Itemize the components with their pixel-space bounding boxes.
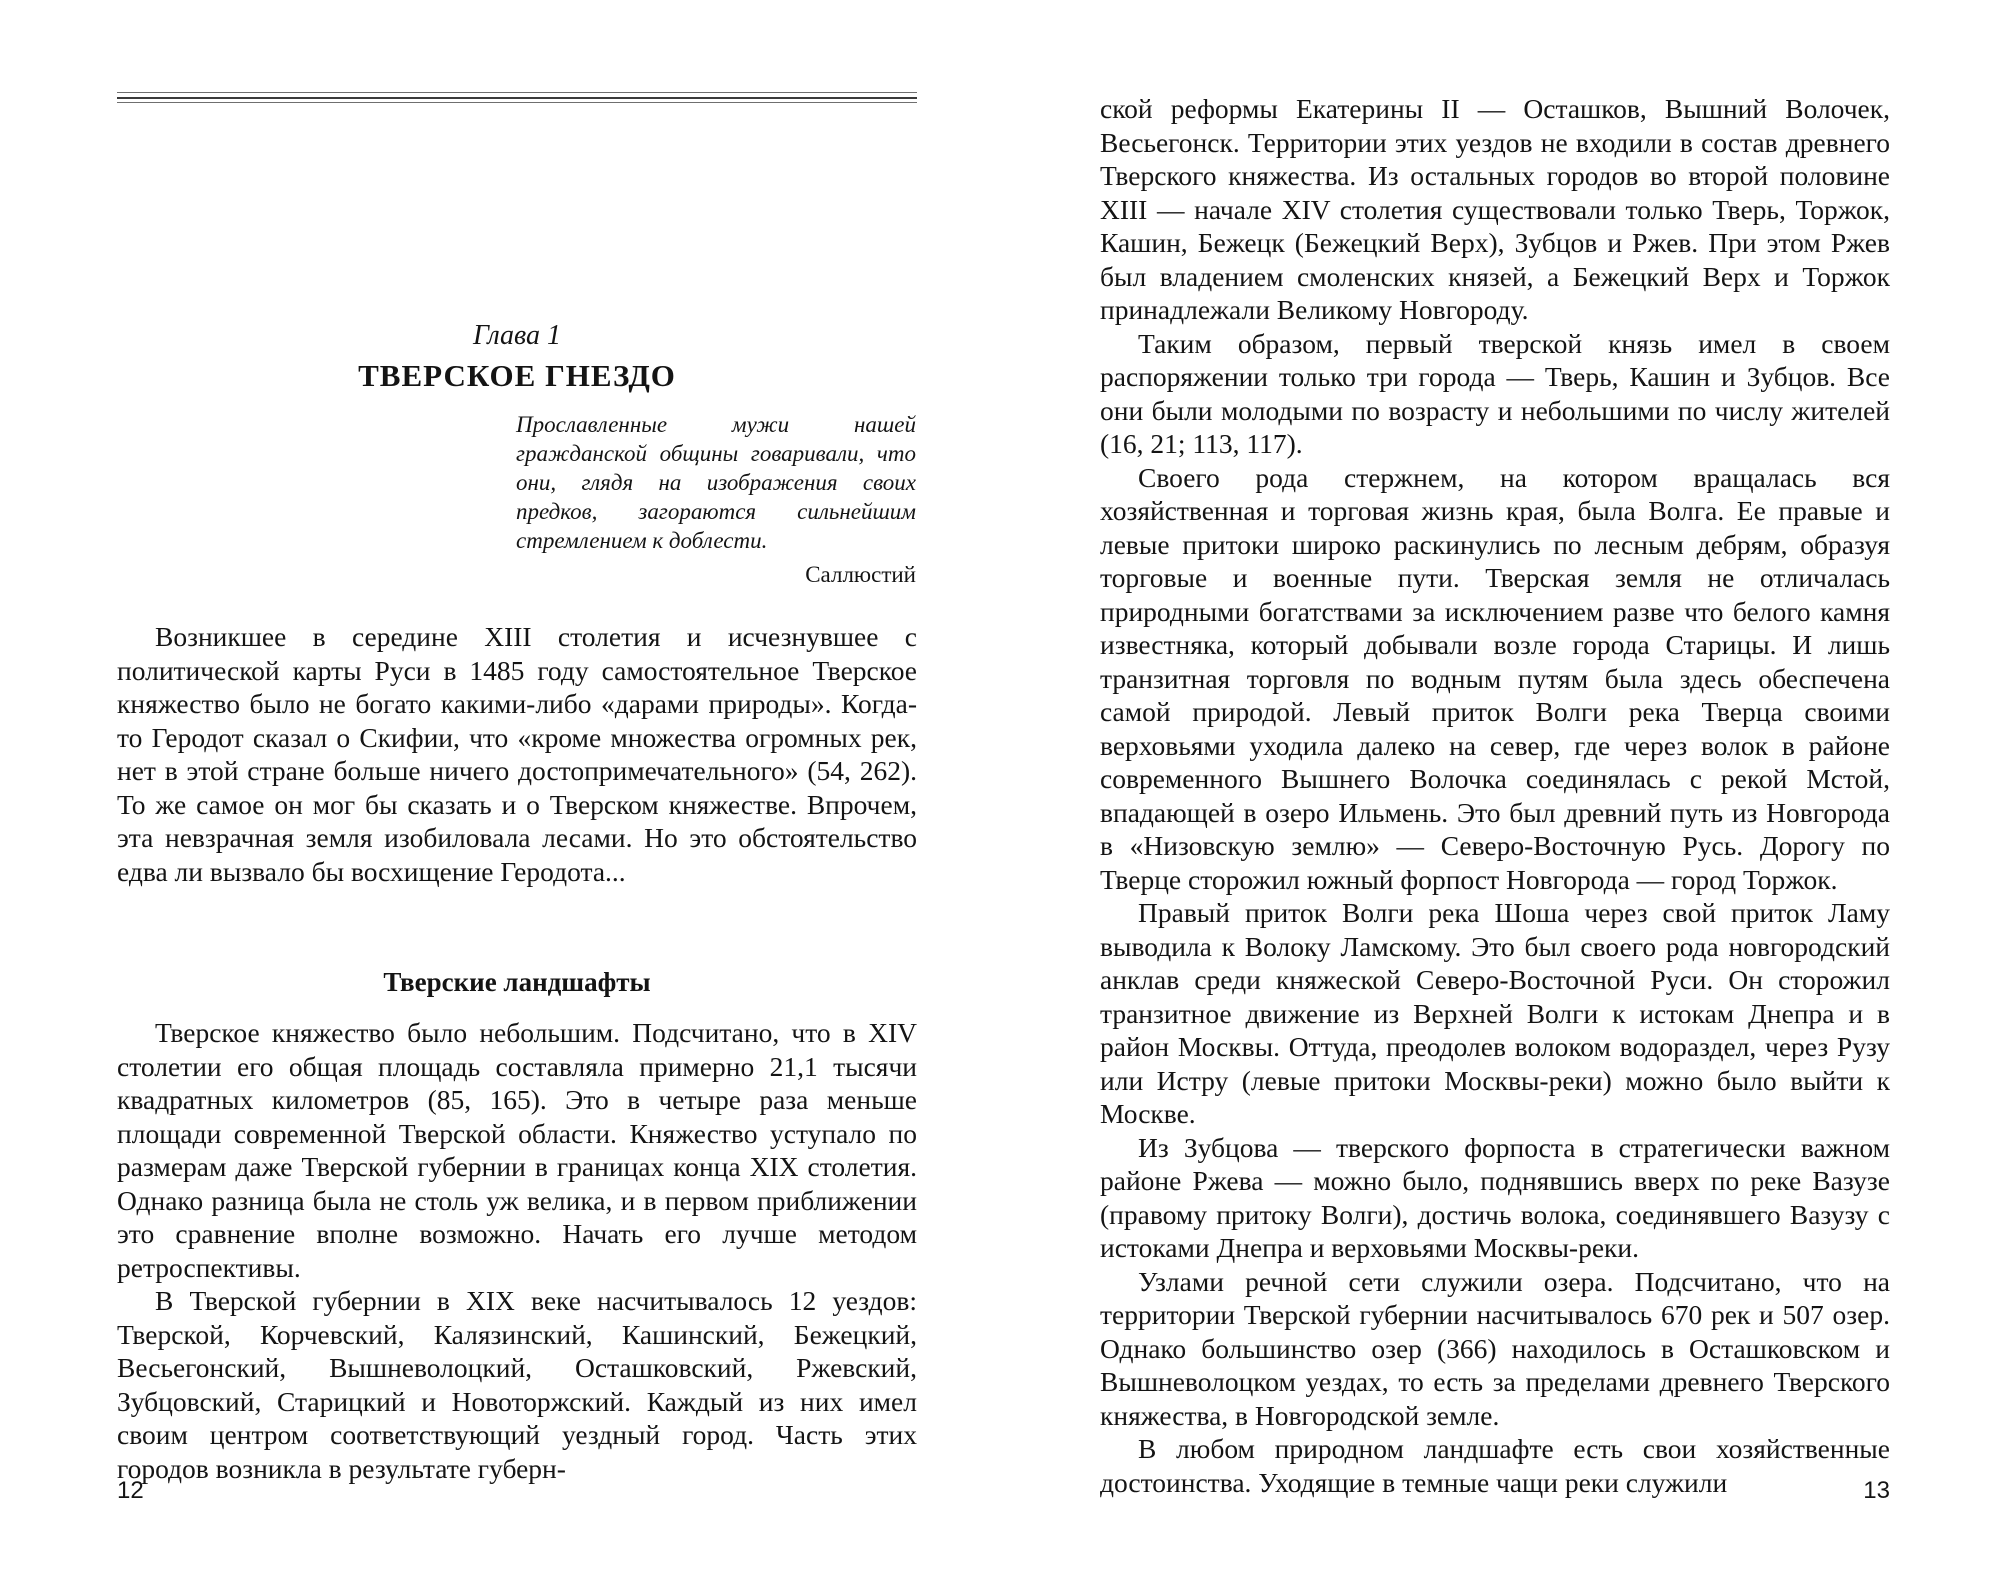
page-number: 13: [1863, 1477, 1890, 1504]
paragraph: Таким образом, первый тверской князь имел в своем распоряжении только три города — Тверь, Кашин и Зубцов. Все они были молодыми по возрасту и небольшими по числу жителей (16, 21; 113, 117).: [1100, 327, 1890, 459]
chapter-label: Глава 1: [473, 320, 561, 351]
right-text-block: [1100, 92, 1890, 1499]
paragraph: Своего рода стержнем, на котором вращалась вся хозяйственная и торговая жизнь края, была Волга. Ее правые и левые притоки широко раскинулись по лесным дебрям, образуя торговые и военные пути. Тверская земля не отличалась природными богатствами за исключением разве что белого камня известняка, который добывали возле города Старицы. И лишь транзитная торговля по водным путям была здесь обеспечена самой природой. Левый приток Волги река Тверца своими верховьями уходила далеко на север, где через волок в районе современного Вышнего Волочка соединялась с рекой Мстой, впадающей в озеро Ильмень. Это был древний путь из Новгорода в «Низовскую землю» — Северо-Восточную Русь. Дорогу по Тверце сторожил южный форпост Новгорода — город Торжок.: [1100, 461, 1890, 895]
paragraph: ской реформы Екатерины II — Осташков, Вышний Волочек, Весьегонск. Территории этих уездов не входили в состав древнего Тверского княжества. Из остальных городов во второй половине XIII — начале XIV столетия существовали только Тверь, Торжок, Кашин, Бежецк (Бежецкий Верх), Зубцов и Ржев. При этом Ржев был владением смоленских князей, а Бежецкий Верх и Торжок принадлежали Великому Новгороду.: [1100, 93, 1890, 325]
section-title: Тверские ландшафты: [383, 967, 651, 997]
paragraph: Правый приток Волги река Шоша через свой приток Ламу выводила к Волоку Ламскому. Это был своего рода новгородский анклав среди княжеской Северо-Восточной Руси. Он сторожил транзитное движение из Верхней Волги к истокам Днепра и в район Москвы. Оттуда, преодолев волоком водораздел, через Рузу или Истру (левые притоки Москвы-реки) можно было выйти к Москве.: [1100, 897, 1890, 1129]
page-number: 12: [117, 1477, 144, 1504]
intro-paragraph: Возникшее в середине XIII столетия и исчезнувшее с политической карты Руси в 1485 году самостоятельное Тверское княжество было не богато какими-либо «дарами природы». Когда-то Геродот сказал о Скифии, что «кроме множества огромных рек, нет в этой стране больше ничего достопримечательного» (54, 262). То же самое он мог бы сказать и о Тверском княжестве. Впрочем, эта невзрачная земля изобиловала лесами. Но это обстоятельство едва ли вызвало бы восхищение Геродота...: [117, 621, 917, 887]
section-block: [117, 1016, 917, 1485]
epigraph-text: Прославленные мужи нашей гражданской общины говаривали, что они, глядя на изображения своих предков, загораются сильнейшим стремлением к доблести.: [516, 412, 916, 553]
right-page: [997, 0, 1995, 1581]
chapter-title: ТВЕРСКОЕ ГНЕЗДО: [358, 358, 676, 393]
paragraph: В любом природном ландшафте есть свои хозяйственные достоинства. Уходящие в темные чащи реки служили: [1100, 1433, 1890, 1498]
intro-block: [117, 620, 917, 888]
header-rule: [117, 102, 917, 103]
section-paragraph: В Тверской губернии в XIX веке насчитывалось 12 уездов: Тверской, Корчевский, Калязинский, Кашинский, Бежецкий, Весьегонский, Вышневолоцкий, Осташковский, Ржевский, Зубцовский, Старицкий и Новоторжский. Каждый из них имел своим центром соответствующий уездный город. Часть этих городов возникла в результате губерн-: [117, 1285, 917, 1484]
header-rule: [117, 97, 917, 99]
section-paragraph: Тверское княжество было небольшим. Подсчитано, что в XIV столетии его общая площадь составляла примерно 21,1 тысячи квадратных километров (85, 165). Это в четыре раза меньше площади современной Тверской области. Княжество уступало по размерам даже Тверской губернии в границах конца XIX столетия. Однако разница была не столь уж велика, и в первом приближении это сравнение вполне возможно. Начать его лучше методом ретроспективы.: [117, 1017, 917, 1283]
paragraph: Из Зубцова — тверского форпоста в стратегически важном районе Ржева — можно было, поднявшись вверх по реке Вазузе (правому притоку Волги), достичь волока, соединявшего Вазузу с истоками Днепра и верховьями Москвы-реки.: [1100, 1131, 1890, 1263]
header-rule: [117, 92, 917, 93]
paragraph: Узлами речной сети служили озера. Подсчитано, что на территории Тверской губернии насчитывалось 670 рек и 507 озер. Однако большинство озер (366) находилось в Осташковском и Вышневолоцком уездах, то есть за пределами древнего Тверского княжества, в Новгородской земле.: [1100, 1265, 1890, 1431]
left-page: [0, 0, 997, 1581]
epigraph-author: Саллюстий: [805, 562, 916, 587]
